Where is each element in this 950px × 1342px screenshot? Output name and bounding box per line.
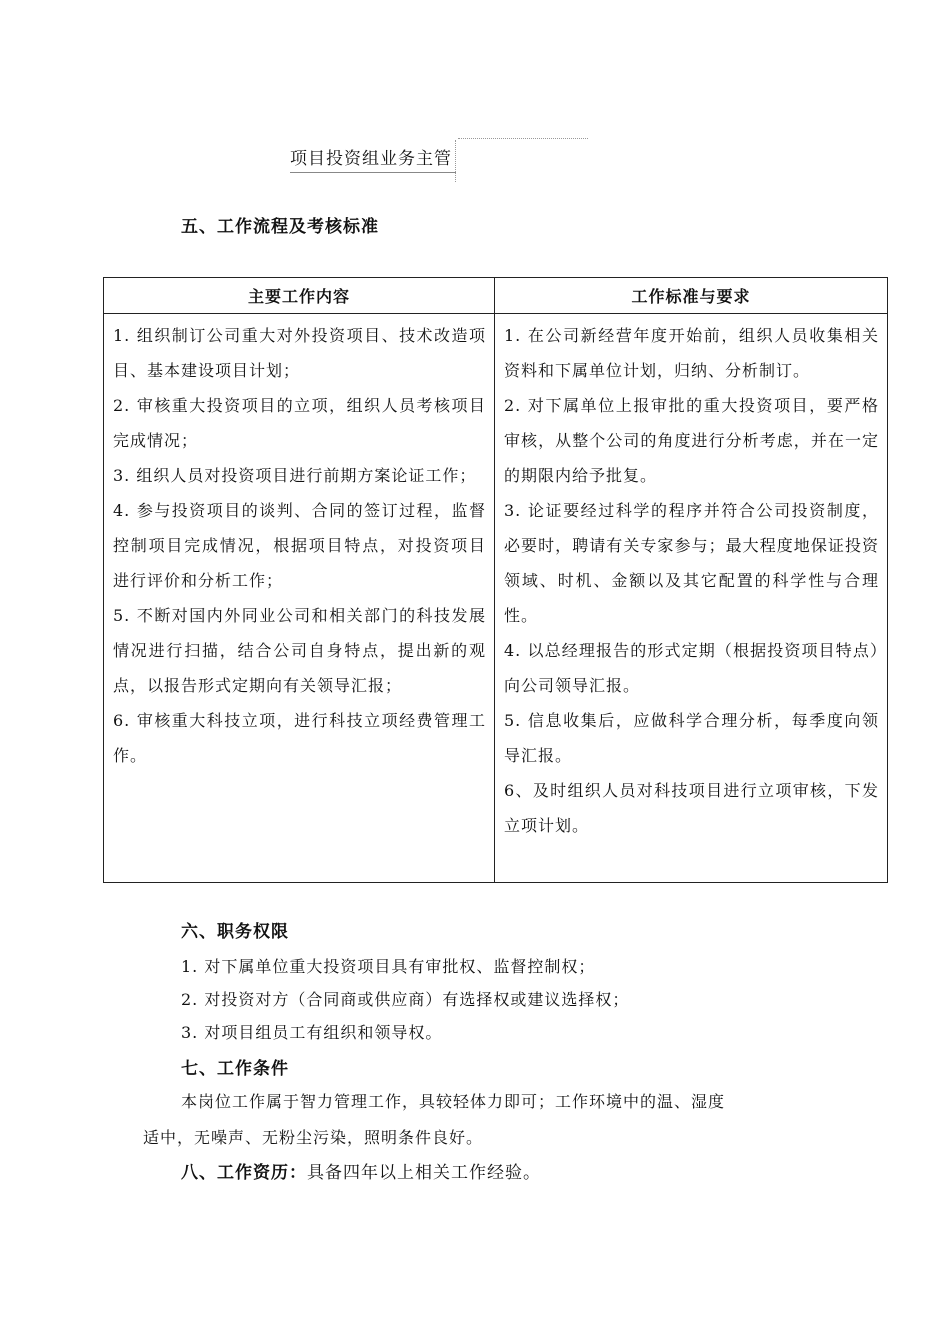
authority-item: 2. 对投资对方（合同商或供应商）有选择权或建议选择权；: [181, 990, 630, 1009]
list-item: 1. 在公司新经营年度开始前，组织人员收集相关资料和下属单位计划，归纳、分析制订。: [504, 326, 879, 380]
authority-item: 1. 对下属单位重大投资项目具有审批权、监督控制权；: [181, 957, 596, 976]
conditions-text-line2: 适中，无噪声、无粉尘污染，照明条件良好。: [143, 1128, 484, 1147]
table-row: [104, 314, 888, 883]
list-item: 6. 审核重大科技立项，进行科技立项经费管理工作。: [113, 711, 486, 765]
list-item: 3. 论证要经过科学的程序并符合公司投资制度，必要时，聘请有关专家参与；最大程度地保证投资领域、时机、金额以及其它配置的科学性与合理性。: [504, 501, 879, 625]
job-title: 项目投资组业务主管: [290, 149, 452, 169]
main-work-cell: [104, 314, 495, 883]
title-underline: [290, 172, 456, 173]
list-item: 3. 组织人员对投资项目进行前期方案论证工作；: [113, 466, 477, 485]
table-header-row: [104, 278, 888, 314]
col-standards-header: 工作标准与要求: [495, 278, 888, 314]
list-item: 4. 参与投资项目的谈判、合同的签订过程，监督控制项目完成情况，根据项目特点，对投资项目进行评价和分析工作；: [113, 501, 486, 590]
list-item: 2. 对下属单位上报审批的重大投资项目，要严格审核，从整个公司的角度进行分析考虑，并在一定的期限内给予批复。: [504, 396, 879, 485]
list-item: 4. 以总经理报告的形式定期（根据投资项目特点）向公司领导汇报。: [504, 641, 879, 695]
workflow-table: [103, 277, 888, 883]
list-item: 5. 信息收集后，应做科学合理分析，每季度向领导汇报。: [504, 711, 879, 765]
conditions-text-line1: 本岗位工作属于智力管理工作，具较轻体力即可；工作环境中的温、湿度: [181, 1092, 726, 1111]
section5-heading: 五、工作流程及考核标准: [181, 217, 379, 237]
section8-line: [181, 1158, 541, 1183]
dotted-vertical-line: [455, 140, 456, 182]
authority-item: 3. 对项目组员工有组织和领导权。: [181, 1023, 443, 1042]
dotted-top-line: [458, 138, 588, 139]
section7-heading: 七、工作条件: [181, 1059, 289, 1079]
list-item: 2. 审核重大投资项目的立项，组织人员考核项目完成情况；: [113, 396, 486, 450]
standards-cell: [495, 314, 888, 883]
section6-heading: 六、职务权限: [181, 922, 289, 942]
job-title-box: [290, 138, 588, 182]
list-item: 5. 不断对国内外同业公司和相关部门的科技发展情况进行扫描，结合公司自身特点，提出新的观点，以报告形式定期向有关领导汇报；: [113, 606, 486, 695]
col-main-work-header: 主要工作内容: [104, 278, 495, 314]
experience-text: 具备四年以上相关工作经验。: [307, 1163, 541, 1183]
list-item: 1. 组织制订公司重大对外投资项目、技术改造项目、基本建设项目计划；: [113, 326, 486, 380]
list-item: 6、及时组织人员对科技项目进行立项审核，下发立项计划。: [504, 781, 879, 835]
section8-heading: 八、工作资历：: [181, 1163, 307, 1183]
